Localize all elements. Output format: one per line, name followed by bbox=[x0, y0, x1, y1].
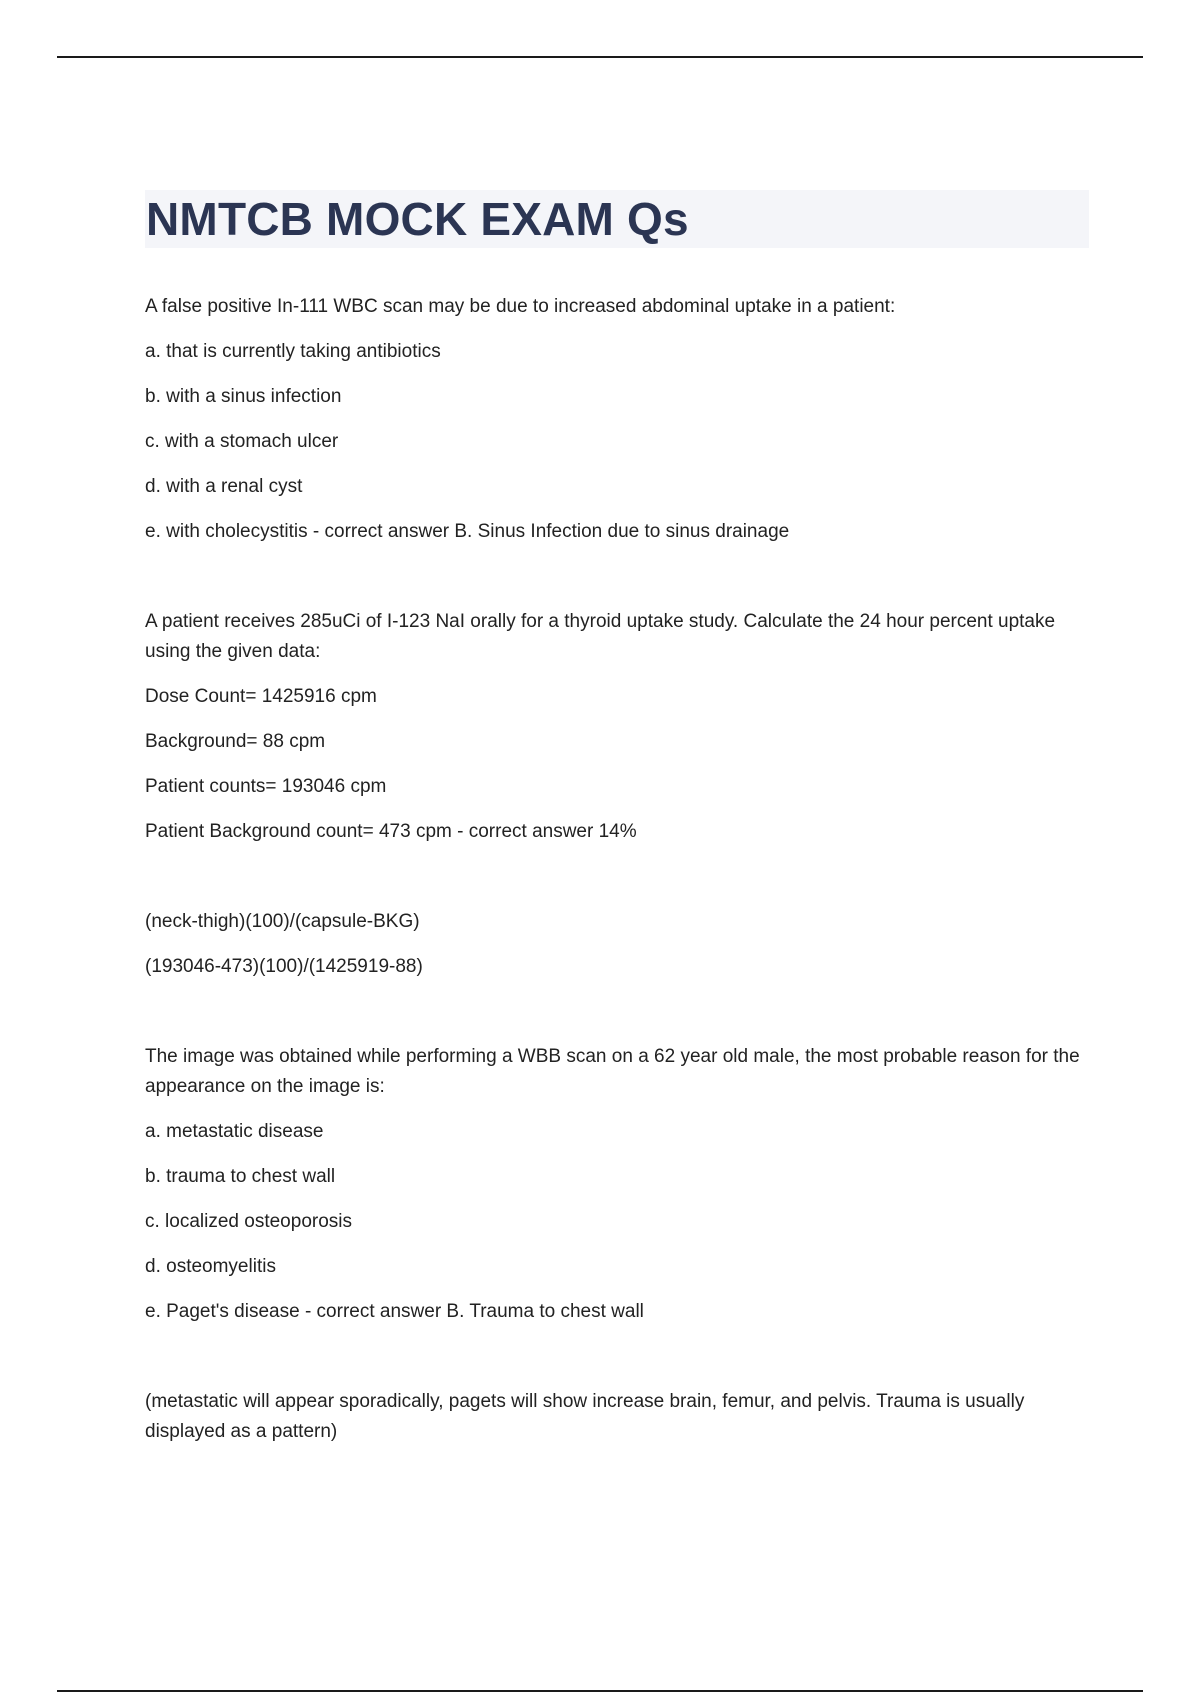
bottom-rule bbox=[57, 1690, 1143, 1692]
question-1-option-b: b. with a sinus infection bbox=[145, 386, 342, 407]
question-3-option-c: c. localized osteoporosis bbox=[145, 1211, 352, 1232]
formula-line: (neck-thigh)(100)/(capsule-BKG) bbox=[145, 911, 420, 932]
section-gap bbox=[145, 562, 1085, 607]
section-gap bbox=[145, 997, 1085, 1042]
section-gap bbox=[145, 1342, 1085, 1387]
page-title: NMTCB MOCK EXAM Qs bbox=[146, 193, 689, 245]
question-3-option-d: d. osteomyelitis bbox=[145, 1256, 276, 1277]
document-body bbox=[145, 292, 1085, 1462]
top-rule bbox=[57, 56, 1143, 58]
question-1-stem: A false positive In-111 WBC scan may be due to increased abdominal uptake in a patient: bbox=[145, 296, 896, 317]
question-2-patient-background-answer: Patient Background count= 473 cpm - correct answer 14% bbox=[145, 821, 637, 842]
question-3-option-a: a. metastatic disease bbox=[145, 1121, 324, 1142]
explanation-note: (metastatic will appear sporadically, pagets will show increase brain, femur, and pelvis. Trauma is usually displayed as a pattern) bbox=[145, 1391, 1025, 1442]
question-2-patient-counts: Patient counts= 193046 cpm bbox=[145, 776, 387, 797]
section-gap bbox=[145, 862, 1085, 907]
question-2-background: Background= 88 cpm bbox=[145, 731, 326, 752]
question-1-option-c: c. with a stomach ulcer bbox=[145, 431, 339, 452]
question-3-option-e-answer: e. Paget's disease - correct answer B. Trauma to chest wall bbox=[145, 1301, 644, 1322]
question-3-option-b: b. trauma to chest wall bbox=[145, 1166, 336, 1187]
question-3-stem: The image was obtained while performing a WBB scan on a 62 year old male, the most probable reason for the appearance on the image is: bbox=[145, 1046, 1080, 1097]
question-1-option-d: d. with a renal cyst bbox=[145, 476, 303, 497]
question-2-dose-count: Dose Count= 1425916 cpm bbox=[145, 686, 377, 707]
question-2-stem: A patient receives 285uCi of I-123 NaI orally for a thyroid uptake study. Calculate the 24 hour percent uptake using the given data: bbox=[145, 611, 1056, 662]
question-1-option-e-answer: e. with cholecystitis - correct answer B. Sinus Infection due to sinus drainage bbox=[145, 521, 790, 542]
question-1-option-a: a. that is currently taking antibiotics bbox=[145, 341, 441, 362]
calculation-line: (193046-473)(100)/(1425919-88) bbox=[145, 956, 423, 977]
